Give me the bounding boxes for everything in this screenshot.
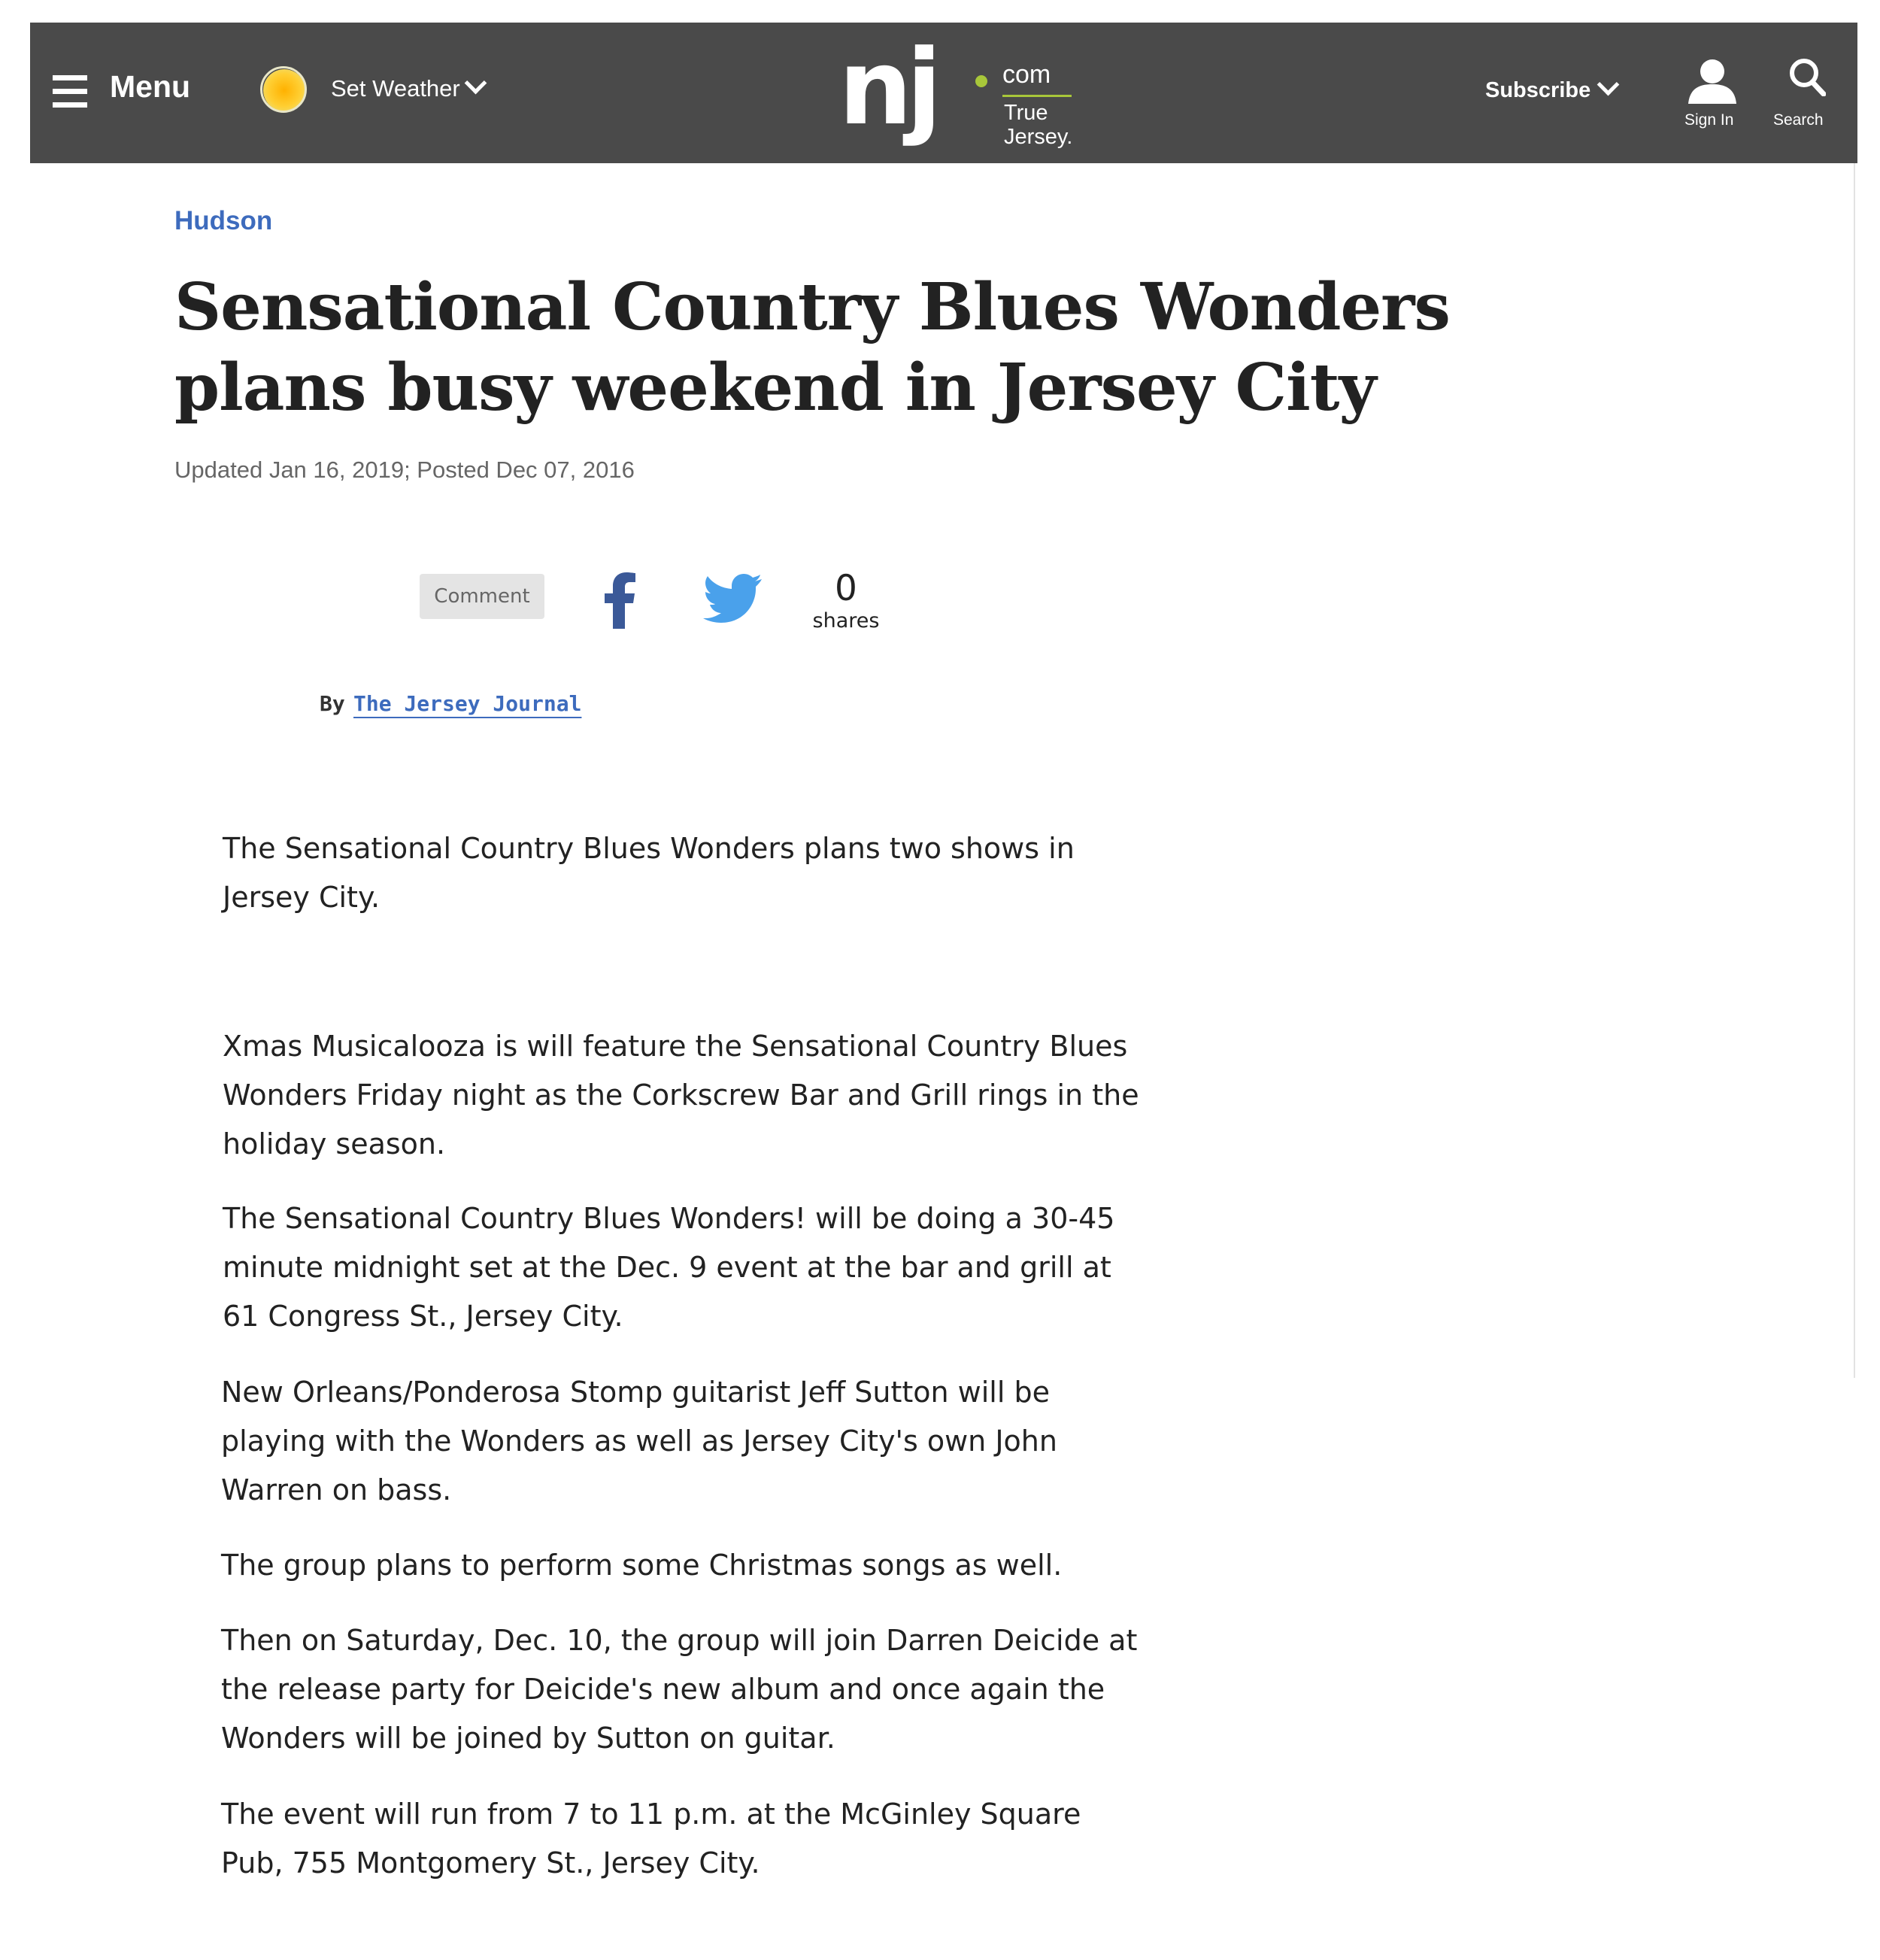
hamburger-menu-icon[interactable]	[53, 75, 87, 108]
share-count: 0	[835, 568, 857, 609]
logo-dot	[975, 75, 987, 87]
subscribe-button[interactable]: Subscribe	[1485, 78, 1591, 102]
sign-in-button[interactable]: Sign In	[1684, 111, 1734, 129]
article-paragraph: The Sensational Country Blues Wonders! will be doing a 30-45 minute midnight set at the Dec. 9 event at the bar and grill at 61 Congress St., Jersey City.	[223, 1202, 1115, 1333]
facebook-icon[interactable]	[602, 572, 638, 629]
set-weather-button[interactable]: Set Weather	[331, 75, 460, 102]
user-icon[interactable]	[1688, 59, 1736, 104]
article-headline: Sensational Country Blues Wonders plans busy weekend in Jersey City	[174, 269, 1450, 426]
author-link[interactable]: The Jersey Journal	[353, 691, 582, 716]
top-navigation-bar	[30, 23, 1857, 163]
search-icon[interactable]	[1788, 57, 1826, 96]
article-paragraph: Xmas Musicalooza is will feature the Sensational Country Blues Wonders Friday night as the Corkscrew Bar and Grill rings in the holiday season.	[223, 1030, 1139, 1161]
logo-nj-text: nj	[838, 27, 936, 148]
article-paragraph: The event will run from 7 to 11 p.m. at the McGinley Square Pub, 755 Montgomery St., Jersey City.	[221, 1798, 1081, 1880]
article-paragraph: New Orleans/Ponderosa Stomp guitarist Jeff Sutton will be playing with the Wonders as well as Jersey City's own John Warren on bass.	[221, 1376, 1057, 1506]
article-paragraph: Then on Saturday, Dec. 10, the group will join Darren Deicide at the release party for Deicide's new album and once again the Wonders will be joined by Sutton on guitar.	[221, 1624, 1138, 1755]
search-button[interactable]: Search	[1773, 111, 1824, 129]
menu-button[interactable]: Menu	[110, 69, 191, 104]
byline-prefix: By	[320, 691, 345, 716]
comment-button[interactable]: Comment	[420, 574, 544, 619]
subscribe-chevron-down-icon[interactable]	[1597, 74, 1620, 96]
logo-tagline-line-1: True	[1004, 101, 1048, 125]
twitter-icon[interactable]	[703, 573, 762, 623]
sun-weather-icon[interactable]	[263, 69, 305, 111]
section-link[interactable]: Hudson	[174, 206, 273, 235]
logo-divider	[1002, 95, 1072, 97]
share-count-label: shares	[812, 609, 880, 633]
page-frame	[30, 23, 1855, 1378]
nj-com-logo[interactable]	[838, 27, 1087, 156]
article-dateline: Updated Jan 16, 2019; Posted Dec 07, 2016	[174, 457, 635, 483]
logo-tagline-line-2: Jersey.	[1004, 125, 1073, 149]
logo-com-text: com	[1002, 60, 1051, 89]
article-paragraph: The Sensational Country Blues Wonders plans two shows in Jersey City.	[223, 832, 1075, 914]
article-paragraph: The group plans to perform some Christmas songs as well.	[221, 1549, 1063, 1582]
chevron-down-icon[interactable]	[465, 72, 487, 95]
